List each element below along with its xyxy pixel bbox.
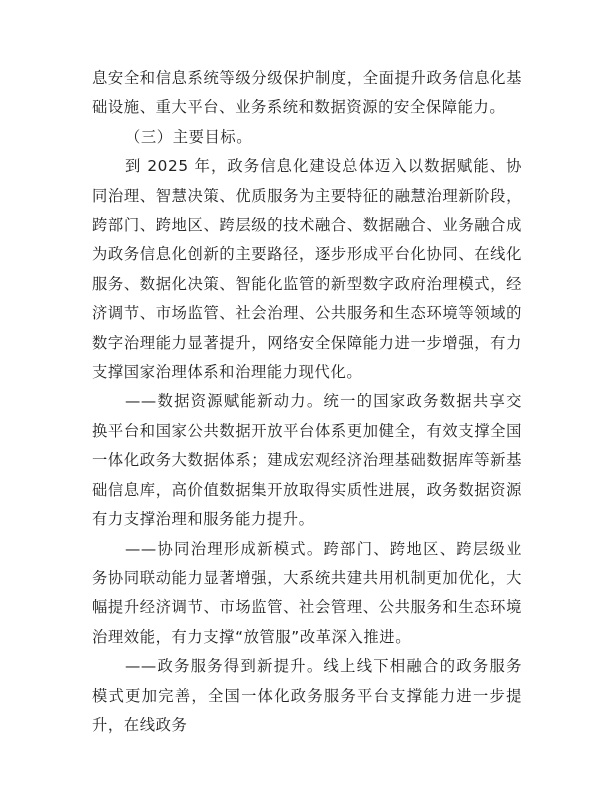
paragraph-data-resources: ——数据资源赋能新动力。统一的国家政务数据共享交换平台和国家公共数据开放平台体系更加健全，有效支撑全国一体化政务大数据体系；建成宏观经济治理基础数据库等新基础信息库，高价值数据集开放取得实质性进展，政务数据资源有力支撑治理和服务能力提升。	[92, 392, 522, 529]
paragraph-collaborative-governance: ——协同治理形成新模式。跨部门、跨地区、跨层级业务协同联动能力显著增强，大系统共建共用机制更加优化，大幅提升经济调节、市场监管、社会管理、公共服务和生态环境治理效能，有力支撑“放管服”改革深入推进。	[92, 539, 522, 646]
paragraph-overall-goal: 到 2025 年，政务信息化建设总体迈入以数据赋能、协同治理、智慧决策、优质服务为主要特征的融慧治理新阶段，跨部门、跨地区、跨层级的技术融合、数据融合、业务融合成为政务信息化创新的主要路径，逐步形成平台化协同、在线化服务、数据化决策、智能化监管的新型数字政府治理模式，经济调节、市场监管、社会治理、公共服务和生态环境等领域的数字治理能力显著提升，网络安全保障能力进一步增强，有力支撑国家治理体系和治理能力现代化。	[92, 157, 522, 382]
paragraph-government-services: ——政务服务得到新提升。线上线下相融合的政务服务模式更加完善，全国一体化政务服务平台支撑能力进一步提升，在线政务	[92, 657, 522, 734]
document-body	[92, 64, 522, 740]
section-heading: （三）主要目标。	[125, 127, 253, 146]
paragraph-continuation: 息安全和信息系统等级分级保护制度，全面提升政务信息化基础设施、重大平台、业务系统和数据资源的安全保障能力。	[92, 69, 522, 117]
